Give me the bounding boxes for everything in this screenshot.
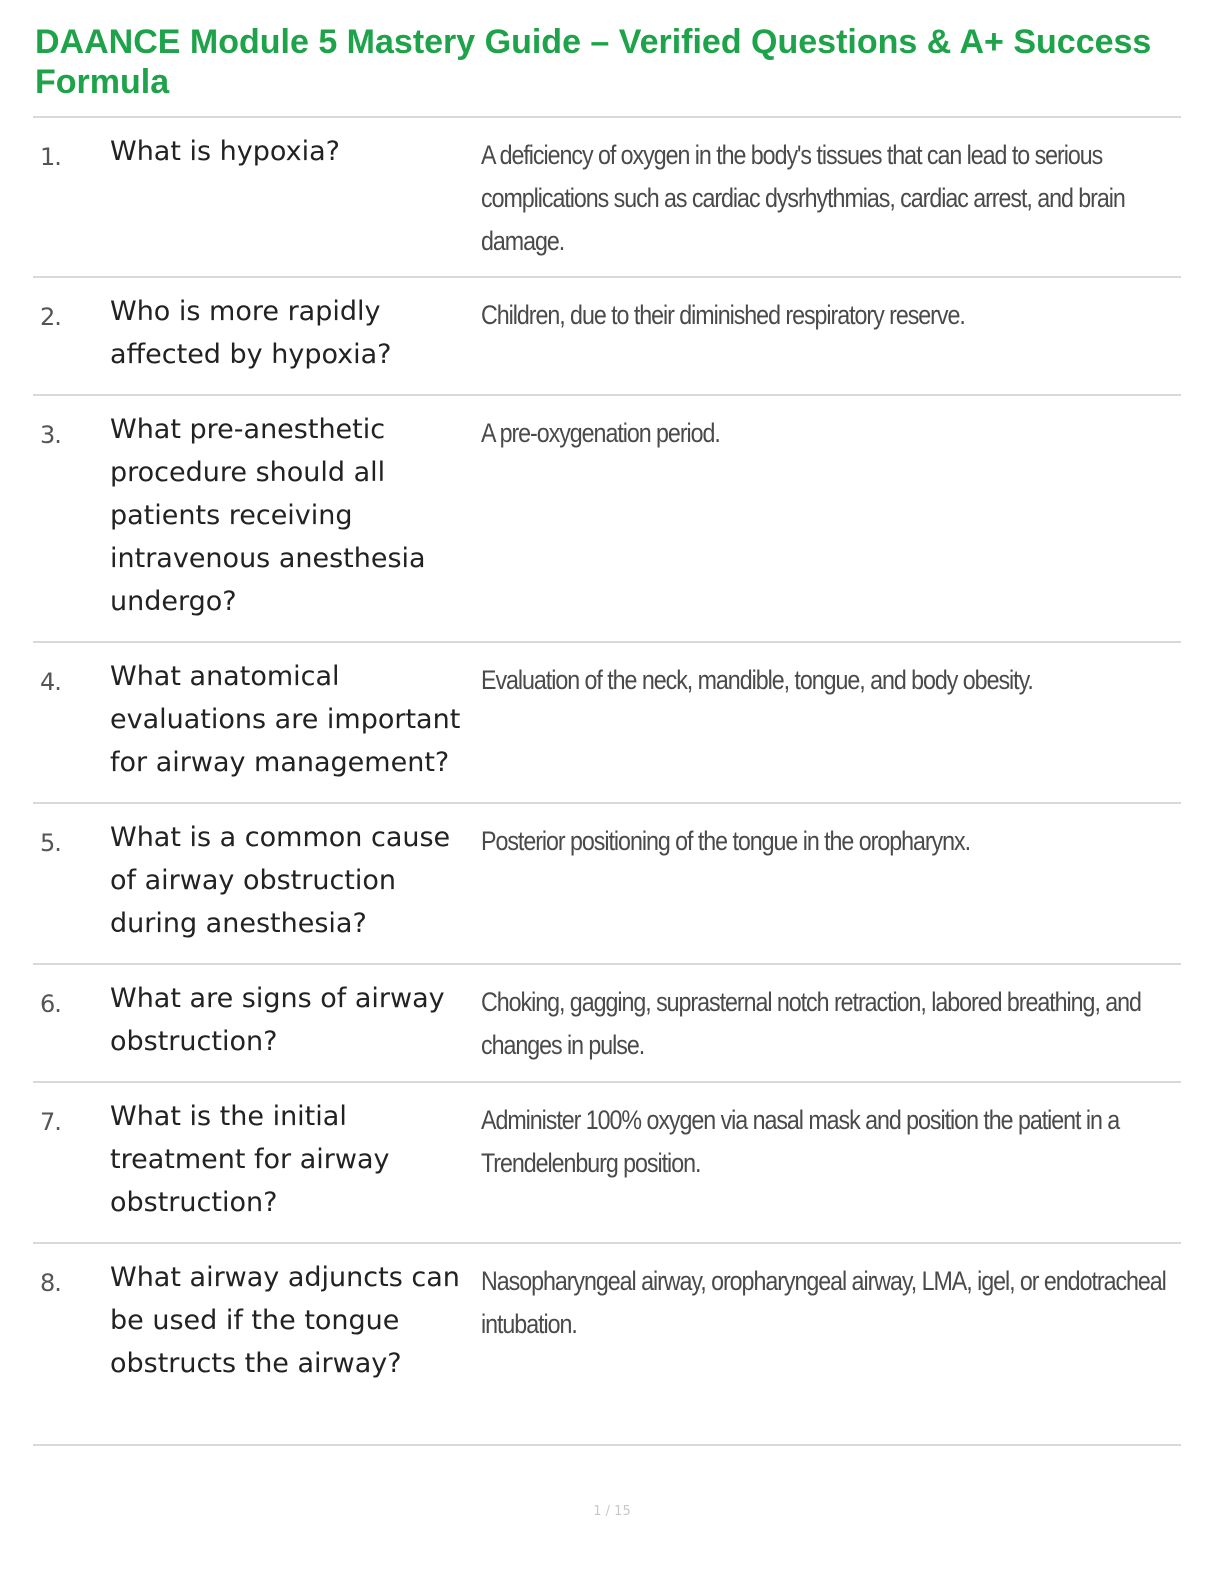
answer-text: A deficiency of oxygen in the body's tissues that can lead to serious complications such as cardiac dysrhythmias, cardiac arrest, and brain damage.: [481, 140, 1125, 256]
question-number: 3.: [40, 421, 61, 449]
qa-row: [33, 641, 1181, 802]
question-text: What pre-anesthetic procedure should all patients receiving intravenous anesthesia undergo?: [110, 414, 426, 617]
document-title: DAANCE Module 5 Mastery Guide – Verified Questions & A+ Success Formula: [35, 23, 1152, 101]
qa-row: [33, 802, 1181, 963]
question-number: 8.: [40, 1269, 61, 1297]
page-number: 1 / 15: [593, 1504, 631, 1519]
answer-text: Choking, gagging, suprasternal notch retraction, labored breathing, and changes in pulse.: [481, 987, 1141, 1060]
question-text: Who is more rapidly affected by hypoxia?: [110, 296, 392, 370]
question-number: 2.: [40, 303, 61, 331]
question-number: 1.: [40, 143, 61, 171]
answer-text: A pre-oxygenation period.: [481, 418, 720, 448]
qa-row: [33, 276, 1181, 394]
question-number: 6.: [40, 990, 61, 1018]
qa-row: [33, 1081, 1181, 1242]
question-number: 4.: [40, 668, 61, 696]
answer-text: Posterior positioning of the tongue in the oropharynx.: [481, 826, 971, 856]
qa-row: [33, 116, 1181, 276]
qa-row: [33, 1242, 1181, 1446]
question-text: What are signs of airway obstruction?: [110, 983, 445, 1057]
qa-list: [33, 116, 1181, 1446]
question-number: 5.: [40, 829, 61, 857]
question-text: What is the initial treatment for airway obstruction?: [110, 1101, 390, 1218]
question-number: 7.: [40, 1108, 61, 1136]
question-text: What is hypoxia?: [110, 136, 340, 167]
qa-row: [33, 963, 1181, 1081]
question-text: What airway adjuncts can be used if the tongue obstructs the airway?: [110, 1262, 460, 1379]
answer-text: Nasopharyngeal airway, oropharyngeal airway, LMA, igel, or endotracheal intubation.: [481, 1266, 1166, 1339]
answer-text: Administer 100% oxygen via nasal mask and position the patient in a Trendelenburg position.: [481, 1105, 1120, 1178]
question-text: What is a common cause of airway obstruction during anesthesia?: [110, 822, 451, 939]
answer-text: Children, due to their diminished respiratory reserve.: [481, 300, 965, 330]
answer-text: Evaluation of the neck, mandible, tongue, and body obesity.: [481, 665, 1033, 695]
qa-row: [33, 394, 1181, 641]
question-text: What anatomical evaluations are important for airway management?: [110, 661, 461, 778]
